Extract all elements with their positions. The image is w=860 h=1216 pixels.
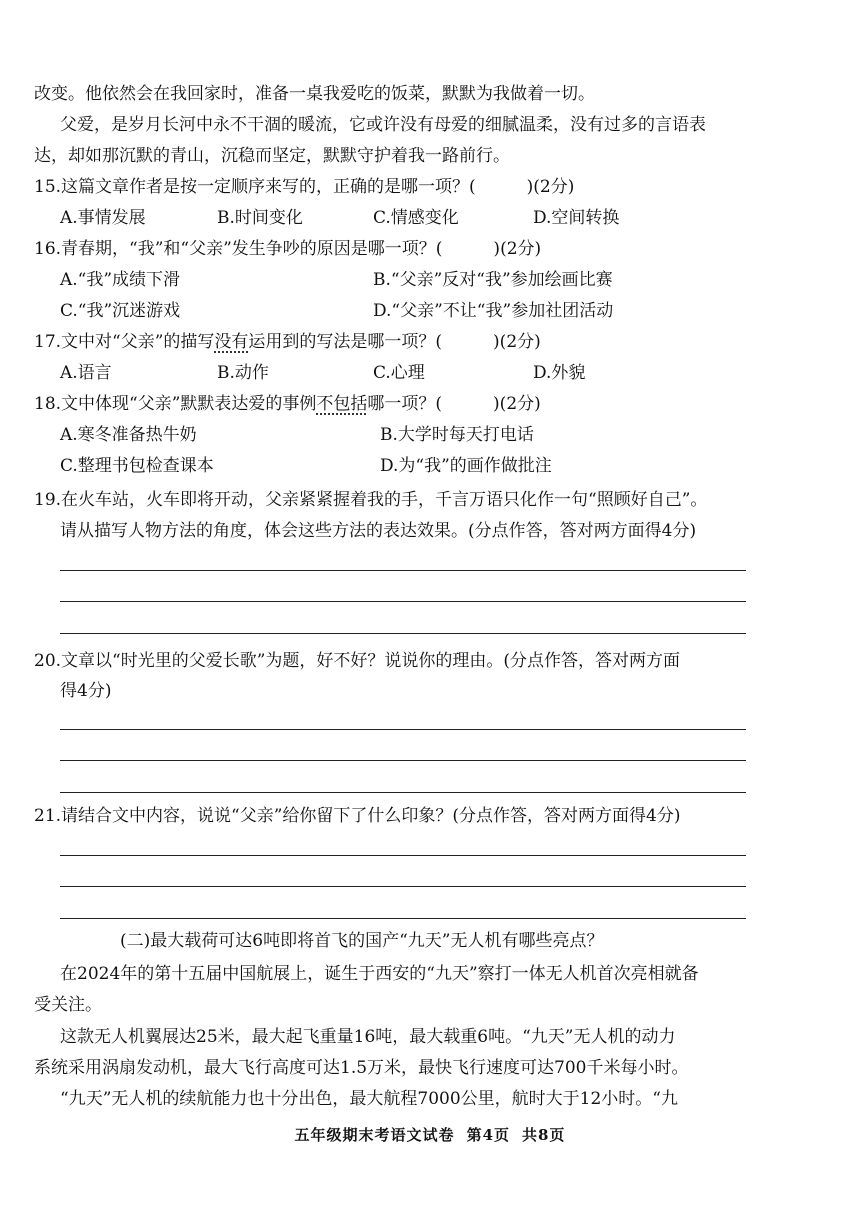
- q18-stem-part: 哪一项？( )(2分): [367, 394, 541, 414]
- question-17-stem: [34, 330, 541, 354]
- answer-line[interactable]: [60, 729, 746, 730]
- question-20-stem: 20.文章以“时光里的父爱长歌”为题，好不好？说说你的理由。(分点作答，答对两方面: [34, 651, 681, 671]
- page-footer: [0, 1124, 860, 1145]
- passage-line: 达，却如那沉默的青山，沉稳而坚定，默默守护着我一路前行。: [34, 146, 510, 166]
- passage-line: 父爱，是岁月长河中永不干涸的暖流，它或许没有母爱的细腻温柔，没有过多的言语表: [60, 115, 706, 135]
- q15-option-c[interactable]: C.情感变化: [373, 208, 459, 228]
- q16-option-a[interactable]: A.“我”成绩下滑: [60, 270, 181, 290]
- q18-option-b[interactable]: B.大学时每天打电话: [380, 425, 534, 445]
- q15-option-b[interactable]: B.时间变化: [217, 208, 303, 228]
- q17-stem-part: 17.文中对“父亲”的描写: [34, 332, 215, 352]
- article-line: 在2024年的第十五届中国航展上，诞生于西安的“九天”察打一体无人机首次亮相就备: [60, 964, 699, 984]
- question-16-stem: 16.青春期，“我”和“父亲”发生争吵的原因是哪一项？( )(2分): [34, 239, 542, 259]
- q18-emphasis: 不包括: [316, 394, 368, 414]
- answer-line[interactable]: [60, 601, 746, 602]
- q16-option-d[interactable]: D.“父亲”不让“我”参加社团活动: [373, 301, 614, 321]
- q17-option-b[interactable]: B.动作: [217, 363, 269, 383]
- section-2-title: (二)最大载荷可达6吨即将首飞的国产“九天”无人机有哪些亮点？: [120, 931, 604, 951]
- q15-option-d[interactable]: D.空间转换: [533, 208, 620, 228]
- q16-option-b[interactable]: B.“父亲”反对“我”参加绘画比赛: [373, 270, 613, 290]
- answer-line[interactable]: [60, 633, 746, 634]
- question-19-stem: 请从描写人物方法的角度，体会这些方法的表达效果。(分点作答，答对两方面得4分): [60, 521, 697, 541]
- q18-option-a[interactable]: A.寒冬准备热牛奶: [60, 425, 197, 445]
- answer-line[interactable]: [60, 792, 746, 793]
- q17-stem-part: 运用到的写法是哪一项？( )(2分): [248, 332, 541, 352]
- q18-stem-part: 18.文中体现“父亲”默默表达爱的事例: [34, 394, 317, 414]
- article-line: 系统采用涡扇发动机，最大飞行高度可达1.5万米，最快飞行速度可达700千米每小时。: [34, 1058, 689, 1078]
- question-18-stem: [34, 392, 541, 416]
- article-line: “九天”无人机的续航能力也十分出色，最大航程7000公里，航时大于12小时。“九: [60, 1089, 678, 1109]
- question-19-stem: 19.在火车站，火车即将开动，父亲紧紧握着我的手，千言万语只化作一句“照顾好自己”。: [34, 490, 708, 510]
- q18-option-d[interactable]: D.为“我”的画作做批注: [380, 456, 552, 476]
- q17-emphasis: 没有: [214, 332, 249, 352]
- q15-option-a[interactable]: A.事情发展: [60, 208, 146, 228]
- footer-total: 共8页: [522, 1126, 566, 1144]
- footer-page: 第4页: [466, 1126, 510, 1144]
- answer-line[interactable]: [60, 918, 746, 919]
- footer-title: 五年级期末考语文试卷: [294, 1126, 455, 1144]
- answer-line[interactable]: [60, 886, 746, 887]
- question-21-stem: 21.请结合文中内容，说说“父亲”给你留下了什么印象？(分点作答，答对两方面得4分): [34, 806, 681, 826]
- answer-line[interactable]: [60, 570, 746, 571]
- question-15-stem: 15.这篇文章作者是按一定顺序来写的，正确的是哪一项？( )(2分): [34, 177, 575, 197]
- question-20-stem: 得4分): [60, 681, 112, 701]
- q18-option-c[interactable]: C.整理书包检查课本: [60, 456, 214, 476]
- q17-option-d[interactable]: D.外貌: [533, 363, 586, 383]
- q16-option-c[interactable]: C.“我”沉迷游戏: [60, 301, 181, 321]
- article-line: 这款无人机翼展达25米，最大起飞重量16吨，最大载重6吨。“九天”无人机的动力: [60, 1027, 676, 1047]
- article-line: 受关注。: [34, 995, 102, 1015]
- q17-option-a[interactable]: A.语言: [60, 363, 112, 383]
- answer-line[interactable]: [60, 760, 746, 761]
- passage-line: 改变。他依然会在我回家时，准备一桌我爱吃的饭菜，默默为我做着一切。: [34, 84, 595, 104]
- q17-option-c[interactable]: C.心理: [373, 363, 425, 383]
- answer-line[interactable]: [60, 855, 746, 856]
